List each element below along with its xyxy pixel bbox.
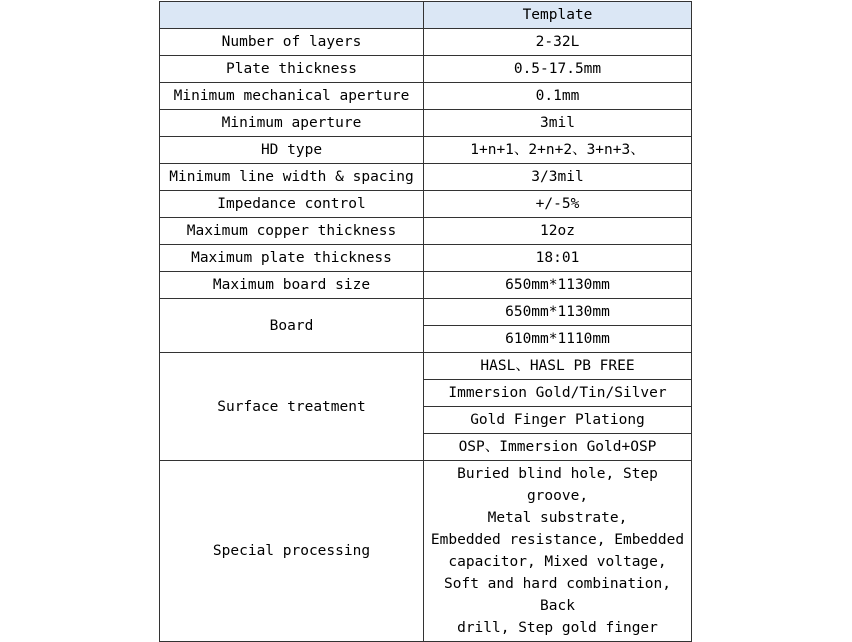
row-value: 18:01 — [424, 245, 692, 272]
table-row — [160, 83, 692, 110]
table-row — [160, 29, 692, 56]
board-label: Board — [160, 299, 424, 353]
row-value: 0.5-17.5mm — [424, 56, 692, 83]
row-label: Maximum plate thickness — [160, 245, 424, 272]
row-value: 2-32L — [424, 29, 692, 56]
special-line: Buried blind hole, Step groove, — [457, 466, 658, 504]
surface-row — [160, 353, 692, 380]
table-row — [160, 56, 692, 83]
row-value: 12oz — [424, 218, 692, 245]
row-label: Minimum mechanical aperture — [160, 83, 424, 110]
surface-label: Surface treatment — [160, 353, 424, 461]
header-row — [160, 2, 692, 29]
table-row — [160, 272, 692, 299]
row-value: 3mil — [424, 110, 692, 137]
board-value: 610mm*1110mm — [424, 326, 692, 353]
header-label-cell — [160, 2, 424, 29]
special-line: Metal substrate, — [487, 510, 628, 526]
row-label: Minimum aperture — [160, 110, 424, 137]
spec-table — [159, 1, 692, 642]
row-label: Minimum line width & spacing — [160, 164, 424, 191]
table-row — [160, 137, 692, 164]
table-row — [160, 245, 692, 272]
header-template-cell: Template — [424, 2, 692, 29]
special-label: Special processing — [160, 461, 424, 642]
board-row — [160, 299, 692, 326]
table-row — [160, 110, 692, 137]
row-value: 3/3mil — [424, 164, 692, 191]
row-label: Plate thickness — [160, 56, 424, 83]
surface-value: OSP、Immersion Gold+OSP — [424, 434, 692, 461]
row-value: 1+n+1、2+n+2、3+n+3、 — [424, 137, 692, 164]
special-line: capacitor, Mixed voltage, — [448, 554, 667, 570]
row-label: HD type — [160, 137, 424, 164]
special-line: Soft and hard combination, Back — [444, 576, 671, 614]
row-label: Maximum copper thickness — [160, 218, 424, 245]
surface-value: Immersion Gold/Tin/Silver — [424, 380, 692, 407]
board-value: 650mm*1130mm — [424, 299, 692, 326]
table-row — [160, 164, 692, 191]
row-value: +/-5% — [424, 191, 692, 218]
special-line: Embedded resistance, Embedded — [430, 532, 685, 548]
row-value: 650mm*1130mm — [424, 272, 692, 299]
row-label: Impedance control — [160, 191, 424, 218]
table-row — [160, 218, 692, 245]
special-line: drill, Step gold finger — [457, 620, 658, 636]
special-row — [160, 461, 692, 642]
surface-value: HASL、HASL PB FREE — [424, 353, 692, 380]
row-label: Maximum board size — [160, 272, 424, 299]
row-value: 0.1mm — [424, 83, 692, 110]
row-label: Number of layers — [160, 29, 424, 56]
table-row — [160, 191, 692, 218]
special-value — [424, 461, 692, 642]
surface-value: Gold Finger Plationg — [424, 407, 692, 434]
